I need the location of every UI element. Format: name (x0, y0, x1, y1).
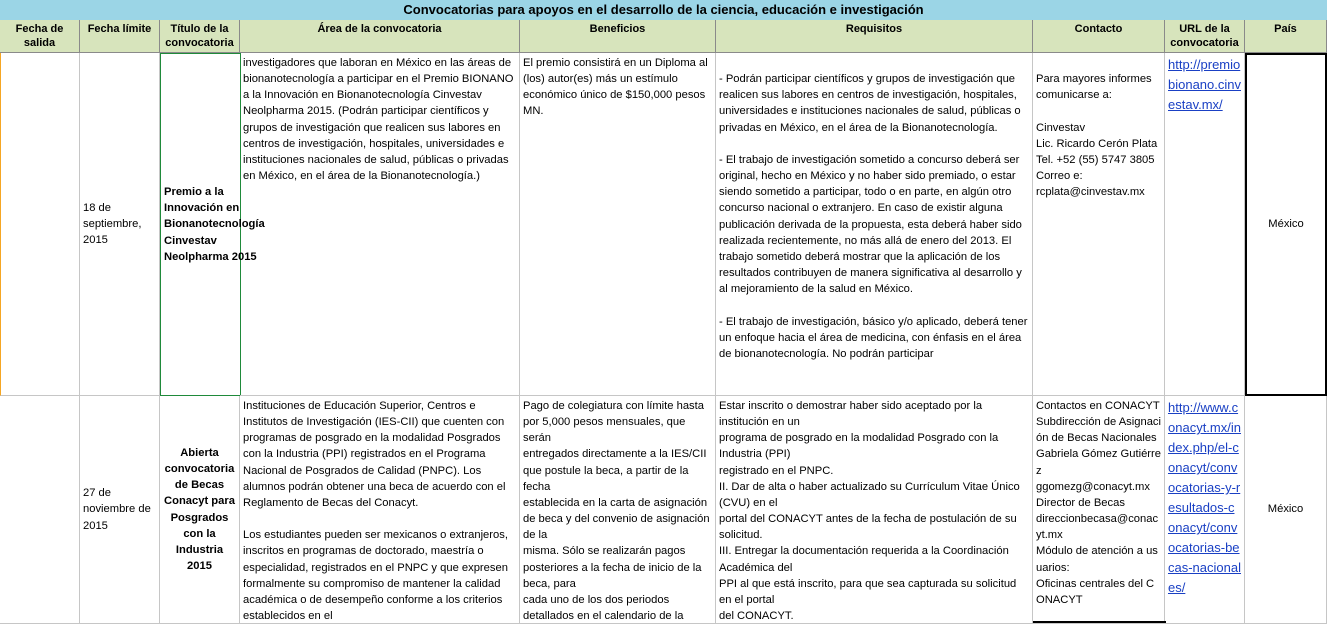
header-pais[interactable]: País (1245, 20, 1327, 53)
row2-fecha-limite[interactable] (80, 396, 160, 624)
row1-pais-text: México (1268, 218, 1304, 231)
row1-url[interactable] (1165, 53, 1245, 396)
row1-url-link[interactable]: http://premiobionano.cinvestav.mx/ (1168, 57, 1241, 112)
row2-area[interactable]: Instituciones de Educación Superior, Centros e Institutos de Investigación (IES-CII) que cuenten con programas de posgrado en la modalidad Posgrados con la Industria (PPI) registrados en el Programa Nacional de Posgrados de Calidad (PNPC). Los alumnos podrán obtener una beca de acuerdo con el Reglamento de Becas del Conacyt. Los estudiantes pueden ser mexicanos o extranjeros, inscritos en programas de doctorado, maestría o especialidad, registrados en el PNPC y que expresen formalmente su compromiso de mantener la calidad académica o de desempeño conforme a los criterios establecidos en el (240, 396, 520, 624)
header-beneficios[interactable]: Beneficios (520, 20, 716, 53)
header-fecha-limite[interactable]: Fecha límite (80, 20, 160, 53)
row1-fecha-salida[interactable] (0, 53, 80, 396)
header-area[interactable]: Área de la convocatoria (240, 20, 520, 53)
row1-titulo-text: Premio a la Innovación en Bionanotecnología Cinvestav Neolpharma 2015 (164, 186, 265, 263)
header-requisitos[interactable]: Requisitos (716, 20, 1033, 53)
row2-url-link[interactable]: http://www.conacyt.mx/index.php/el-conacyt/convocatorias-y-resultados-conacyt/convocatorias-becas-nacionales/ (1168, 400, 1241, 595)
row1-contacto[interactable]: Para mayores informes comunicarse a: Cinvestav Lic. Ricardo Cerón Plata Tel. +52 (55) 5747 3805 Correo e: rcplata@cinvestav.mx (1033, 53, 1165, 396)
row1-fecha-limite[interactable] (80, 53, 160, 396)
row2-url[interactable] (1165, 396, 1245, 624)
row2-titulo[interactable] (160, 396, 240, 624)
row2-fecha-limite-text: 27 de noviembre de 2015 (83, 487, 151, 532)
row1-titulo[interactable] (160, 53, 265, 396)
header-url[interactable]: URL de la convocatoria (1165, 20, 1245, 53)
row1-requisitos[interactable]: - Podrán participar científicos y grupos de investigación que realicen sus labores en centros de investigación, hospitales, universidades e instituciones nacionales de salud, públicas o privadas en México, en el área de la Bionanotecnología. - El trabajo de investigación sometido a concurso deberá ser original, hecho en México y no haber sido premiado, o estar siendo sometido a participar, todo o en parte, en algún otro concurso nacional o extranjero. En caso de existir alguna publicación derivada de la propuesta, esta deberá haber sido realizada recientemente, no más allá de enero del 2013. El trabajo sometido deberá mostrar que la aplicación de los resultados contribuyen de manera significativa al desarrollo y al mejoramiento de la salud en México. - El trabajo de investigación, básico y/o aplicado, deberá tener un enfoque hacia el área de medicina, con énfasis en el área de bionanotecnología. No podrán participar (716, 53, 1033, 396)
header-contacto[interactable]: Contacto (1033, 20, 1165, 53)
row1-pais[interactable] (1245, 53, 1327, 396)
row1-area[interactable]: investigadores que laboran en México en las áreas de bionanotecnología a participar en el Premio BIONANO a la Innovación en Bionanotecnología Cinvestav Neolpharma 2015. (Podrán participar científicos y grupos de investigación que realicen sus labores en centros de investigación, hospitales, universidades e instituciones nacionales de salud, públicas o privadas en México, en el área de la Bionanotecnología.) (240, 53, 520, 396)
row2-pais-text: México (1267, 503, 1304, 516)
row2-pais[interactable] (1245, 396, 1327, 624)
row2-requisitos[interactable]: Estar inscrito o demostrar haber sido aceptado por la institución en un programa de posgrado en la modalidad Posgrado con la Industria (PPI) registrado en el PNPC. II. Dar de alta o haber actualizado su Currículum Vitae Único (CVU) en el portal del CONACYT antes de la fecha de postulación de su solicitud. III. Entregar la documentación requerida a la Coordinación Académica del PPI al que está inscrito, para que sea capturada su solicitud en el portal del CONACYT. (716, 396, 1033, 624)
header-fecha-salida[interactable]: Fecha de salida (0, 20, 80, 53)
row2-contacto[interactable]: Contactos en CONACYT Subdirección de Asignación de Becas Nacionales Gabriela Gómez Gutiérrez ggomezg@conacyt.mx Director de Becas direccionbecasa@conacyt.mx Módulo de atención a usuarios: Oficinas centrales del CONACYT (1033, 396, 1165, 624)
row2-fecha-salida[interactable] (0, 396, 80, 624)
row2-titulo-text: Abierta convocatoria de Becas Conacyt para Posgrados con la Industria 2015 (164, 446, 235, 572)
row2-beneficios[interactable]: Pago de colegiatura con límite hasta por 5,000 pesos mensuales, que serán entregados directamente a la IES/CII que postule la beca, a partir de la fecha establecida en la carta de asignación de beca y del convenio de asignación de la misma. Sólo se realizarán pagos posteriores a la fecha de inicio de la beca, para cada uno de los dos periodos detallados en el calendario de la (520, 396, 716, 624)
header-titulo[interactable]: Título de la convocatoria (160, 20, 240, 53)
row1-beneficios[interactable]: El premio consistirá en un Diploma al (los) autor(es) más un estímulo económico único de $150,000 pesos MN. (520, 53, 716, 396)
row1-fecha-limite-text: 18 de septiembre, 2015 (83, 201, 142, 247)
sheet-title: Convocatorias para apoyos en el desarrollo de la ciencia, educación e investigación (0, 0, 1327, 21)
